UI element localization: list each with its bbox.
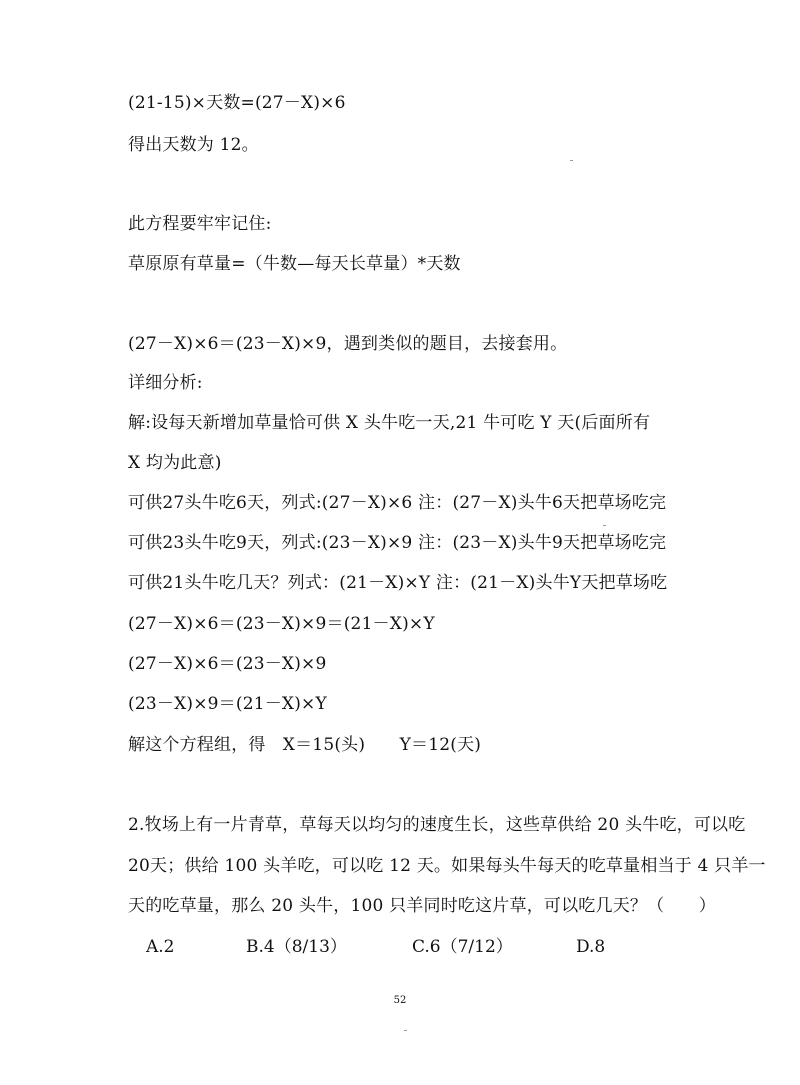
question-line: 20天；供给 100 头羊吃，可以吃 12 天。如果每头牛每天的吃草量相当于 4 只羊一 [128, 856, 766, 876]
scan-speck [603, 525, 606, 526]
text-line: 解这个方程组，得 X＝15(头) Y＝12(天) [128, 735, 482, 755]
scan-speck [404, 1030, 407, 1031]
option-c: C.6（7/12） [412, 937, 513, 957]
text-line: 草原原有草量=（牛数—每天长草量）*天数 [128, 254, 461, 274]
text-line: 详细分析: [128, 373, 203, 393]
text-line: (23－X)×9＝(21－X)×Y [128, 694, 327, 714]
text-line: 得出天数为 12。 [128, 135, 259, 155]
text-line: X 均为此意) [128, 453, 222, 473]
text-line: (21-15)×天数=(27－X)×6 [128, 93, 346, 113]
scan-speck [570, 160, 573, 161]
text-line: 可供21头牛吃几天？列式：(21－X)×Y 注：(21－X)头牛Y天把草场吃 [128, 573, 668, 593]
option-b: B.4（8/13） [246, 937, 347, 957]
text-line: (27－X)×6＝(23－X)×9，遇到类似的题目，去接套用。 [128, 334, 568, 354]
option-a: A.2 [146, 937, 175, 957]
text-line: 可供27头牛吃6天，列式:(27－X)×6 注：(27－X)头牛6天把草场吃完 [128, 493, 667, 513]
text-line: (27－X)×6＝(23－X)×9 [128, 654, 327, 674]
question-line: 天的吃草量，那么 20 头牛，100 只羊同时吃这片草，可以吃几天？（ ） [128, 896, 716, 916]
page-number: 52 [393, 995, 407, 1006]
question-line: 2.牧场上有一片青草，草每天以均匀的速度生长，这些草供给 20 头牛吃，可以吃 [128, 815, 746, 835]
text-line: 可供23头牛吃9天，列式:(23－X)×9 注：(23－X)头牛9天把草场吃完 [128, 533, 667, 553]
text-line: (27－X)×6＝(23－X)×9＝(21－X)×Y [128, 614, 435, 634]
text-line: 此方程要牢牢记住: [128, 214, 272, 234]
text-line: 解:设每天新增加草量恰可供 X 头牛吃一天,21 牛可吃 Y 天(后面所有 [128, 413, 651, 433]
option-d: D.8 [576, 937, 606, 957]
